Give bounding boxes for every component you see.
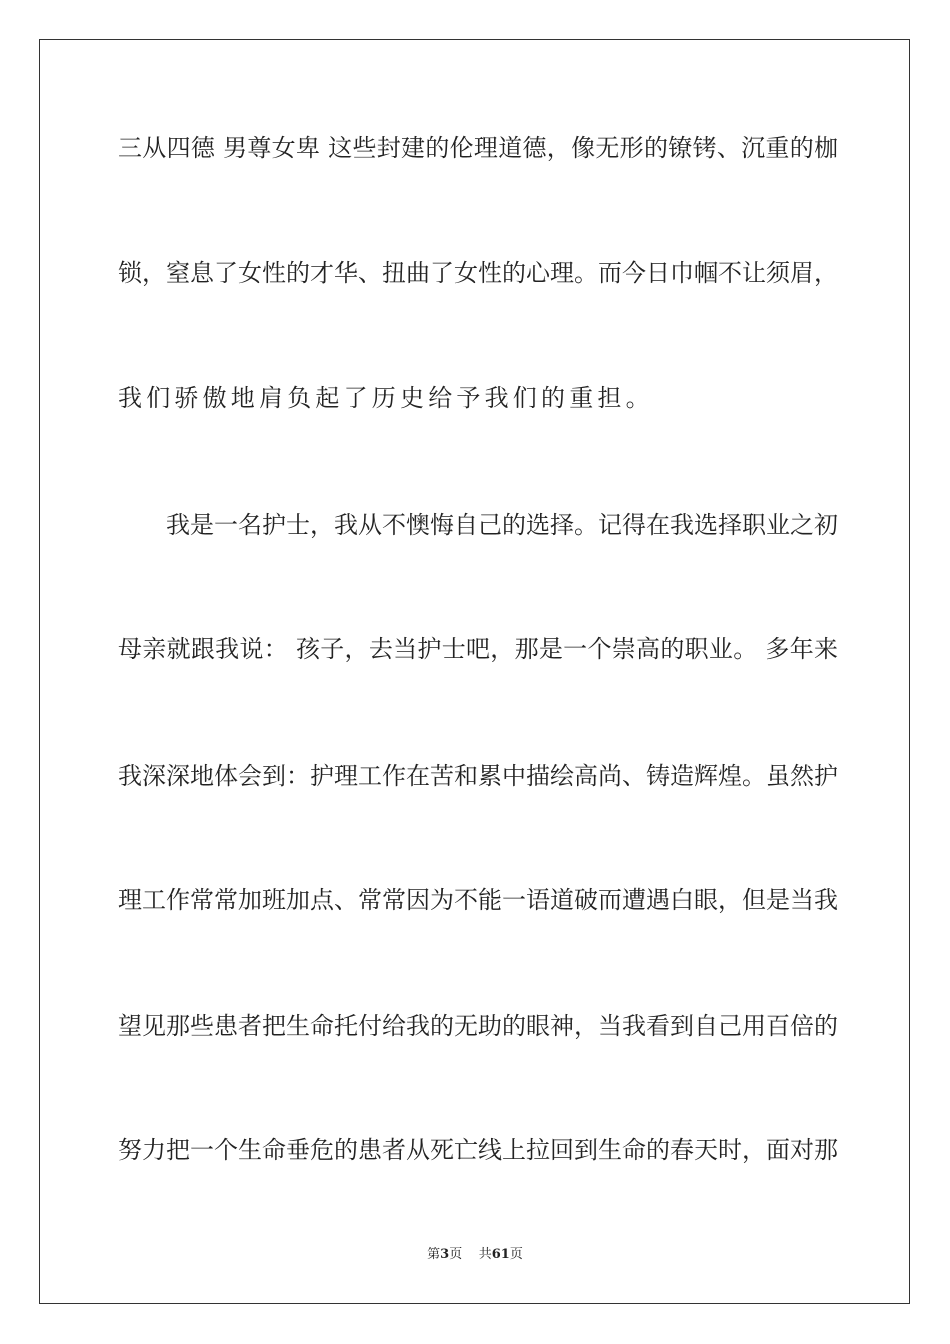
text-line-2: 锁，窒息了女性的才华、扭曲了女性的心理。而今日巾帼不让须眉， xyxy=(118,259,838,287)
footer-total-prefix: 共 xyxy=(478,1247,492,1262)
text-line-9: 努力把一个生命垂危的患者从死亡线上拉回到生命的春天时，面对那 xyxy=(118,1136,838,1164)
text-line-8: 望见那些患者把生命托付给我的无助的眼神，当我看到自己用百倍的 xyxy=(118,1012,838,1040)
text-line-6: 我深深地体会到：护理工作在苦和累中描绘高尚、铸造辉煌。虽然护 xyxy=(118,762,838,790)
text-line-3: 我们骄傲地肩负起了历史给予我们的重担。 xyxy=(118,384,654,412)
footer-page-suffix: 页 xyxy=(449,1247,463,1262)
page-border xyxy=(39,39,910,1304)
footer-total-pages: 61 xyxy=(491,1247,510,1262)
footer-page-prefix: 第 xyxy=(427,1247,441,1262)
footer-total-suffix: 页 xyxy=(509,1247,523,1262)
text-line-4-paragraph-start: 我是一名护士，我从不懊悔自己的选择。记得在我选择职业之初 xyxy=(166,511,838,539)
footer-page-number: 3 xyxy=(440,1247,450,1262)
page-footer xyxy=(0,1245,950,1265)
text-line-7: 理工作常常加班加点、常常因为不能一语道破而遭遇白眼，但是当我 xyxy=(118,886,838,914)
text-line-5: 母亲就跟我说： 孩子，去当护士吧，那是一个崇高的职业。 多年来 xyxy=(118,635,838,663)
text-line-1: 三从四德 男尊女卑 这些封建的伦理道德，像无形的镣铐、沉重的枷 xyxy=(118,134,838,162)
